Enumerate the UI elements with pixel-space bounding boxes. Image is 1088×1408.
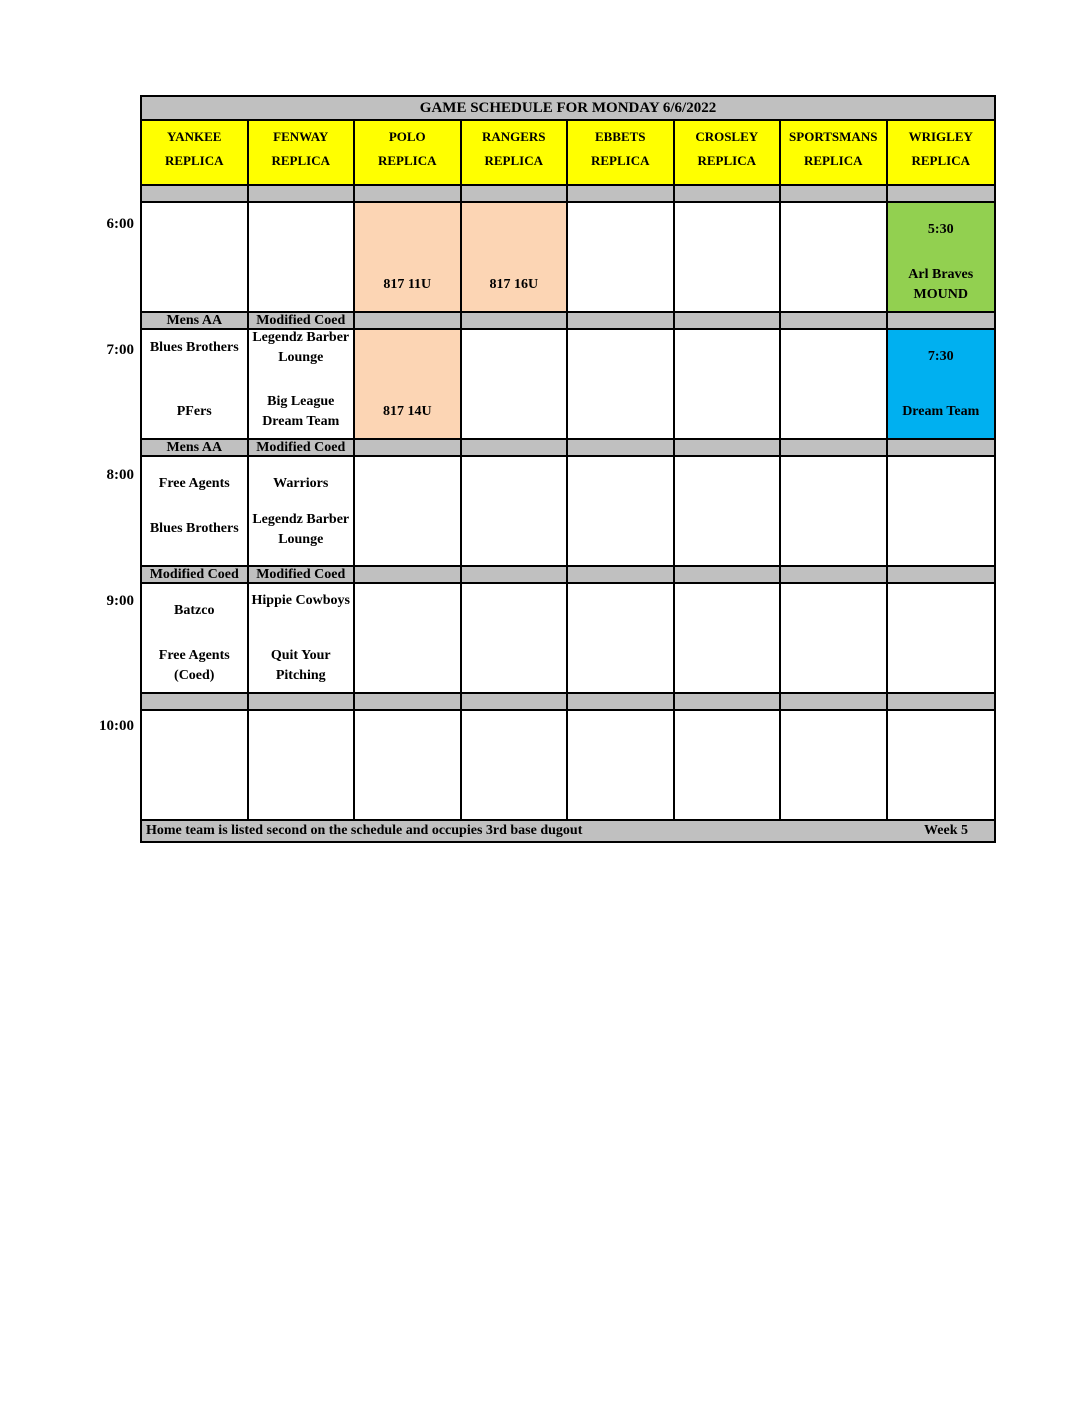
game-cell xyxy=(888,711,995,819)
time-label-10: 10:00 xyxy=(99,718,134,734)
game-cell xyxy=(355,584,462,692)
game-cell xyxy=(568,330,675,438)
game-cell xyxy=(462,711,569,819)
game-time-label: 5:30 xyxy=(927,222,954,237)
team-label: 817 14U xyxy=(382,404,432,419)
away-team: Batzco xyxy=(174,603,215,618)
division-label: Modified Coed xyxy=(249,567,356,582)
division-label: Mens AA xyxy=(142,313,249,328)
game-cell xyxy=(781,584,888,692)
game-time-label: 7:30 xyxy=(927,349,954,364)
team-label: 817 16U xyxy=(489,277,539,292)
game-cell xyxy=(675,203,782,311)
game-cell-fenway-800 xyxy=(249,457,356,565)
game-cell xyxy=(142,203,249,311)
division-row-1000 xyxy=(142,694,994,711)
team-label: Dream Team xyxy=(902,404,980,419)
division-label: Modified Coed xyxy=(249,440,356,455)
time-label-8: 8:00 xyxy=(106,467,134,483)
team-label: 817 11U xyxy=(383,277,432,292)
division-row-700 xyxy=(142,313,994,330)
home-team: Legendz Barber Lounge xyxy=(252,512,350,547)
game-cell-yankee-800 xyxy=(142,457,249,565)
field-header-row xyxy=(142,121,994,186)
schedule-footer xyxy=(142,821,994,841)
week-label: Week 5 xyxy=(924,823,968,838)
game-cell-polo-700 xyxy=(355,330,462,438)
game-cell-fenway-700 xyxy=(249,330,356,438)
away-team: Warriors xyxy=(273,476,329,491)
game-cell xyxy=(781,203,888,311)
home-team-note: Home team is listed second on the schedule and occupies 3rd base dugout xyxy=(146,823,583,838)
home-team: Free Agents (Coed) xyxy=(158,648,230,683)
game-cell xyxy=(249,711,356,819)
time-label-7: 7:00 xyxy=(106,342,134,358)
home-team: Big League Dream Team xyxy=(262,394,340,429)
field-header-yankee: YANKEE REPLICA xyxy=(142,121,249,184)
slot-row-1000 xyxy=(142,711,994,821)
game-cell-wrigley-600 xyxy=(888,203,995,311)
game-cell xyxy=(142,711,249,819)
time-label-6: 6:00 xyxy=(106,216,134,232)
game-cell xyxy=(675,330,782,438)
division-row-800 xyxy=(142,440,994,457)
home-team: Blues Brothers xyxy=(149,521,239,536)
field-header-ebbets: EBBETS REPLICA xyxy=(568,121,675,184)
away-team: Legendz Barber Lounge xyxy=(252,330,350,365)
away-team: Blues Brothers xyxy=(149,340,239,355)
schedule-title: GAME SCHEDULE FOR MONDAY 6/6/2022 xyxy=(142,97,994,121)
game-cell-yankee-900 xyxy=(142,584,249,692)
home-team: Quit Your Pitching xyxy=(270,648,331,683)
slot-row-700 xyxy=(142,330,994,440)
schedule-table xyxy=(140,95,996,843)
game-cell xyxy=(781,330,888,438)
game-cell xyxy=(568,584,675,692)
field-header-rangers: RANGERS REPLICA xyxy=(462,121,569,184)
field-header-sportsmans: SPORTSMANS REPLICA xyxy=(781,121,888,184)
game-cell xyxy=(462,330,569,438)
game-cell-yankee-700 xyxy=(142,330,249,438)
game-cell xyxy=(249,203,356,311)
field-header-crosley: CROSLEY REPLICA xyxy=(675,121,782,184)
game-cell xyxy=(675,457,782,565)
slot-row-600 xyxy=(142,203,994,313)
team-label: Arl Braves MOUND xyxy=(908,267,974,302)
game-cell xyxy=(568,457,675,565)
division-row-900 xyxy=(142,567,994,584)
game-cell-polo-600 xyxy=(355,203,462,311)
game-cell xyxy=(888,584,995,692)
game-cell xyxy=(355,457,462,565)
game-cell xyxy=(355,711,462,819)
game-cell xyxy=(568,711,675,819)
game-cell xyxy=(675,584,782,692)
field-header-polo: POLO REPLICA xyxy=(355,121,462,184)
away-team: Hippie Cowboys xyxy=(251,593,350,608)
time-label-9: 9:00 xyxy=(106,593,134,609)
game-cell xyxy=(568,203,675,311)
game-cell xyxy=(781,457,888,565)
division-row-600 xyxy=(142,186,994,203)
slot-row-800 xyxy=(142,457,994,567)
game-cell xyxy=(675,711,782,819)
slot-row-900 xyxy=(142,584,994,694)
division-label: Modified Coed xyxy=(142,567,249,582)
home-team: PFers xyxy=(176,404,212,419)
division-label: Mens AA xyxy=(142,440,249,455)
game-cell-wrigley-700 xyxy=(888,330,995,438)
game-cell xyxy=(462,584,569,692)
game-cell-rangers-600 xyxy=(462,203,569,311)
game-cell xyxy=(462,457,569,565)
field-header-fenway: FENWAY REPLICA xyxy=(249,121,356,184)
game-cell xyxy=(781,711,888,819)
game-cell xyxy=(888,457,995,565)
field-header-wrigley: WRIGLEY REPLICA xyxy=(888,121,995,184)
game-cell-fenway-900 xyxy=(249,584,356,692)
away-team: Free Agents xyxy=(158,476,230,491)
division-label: Modified Coed xyxy=(249,313,356,328)
